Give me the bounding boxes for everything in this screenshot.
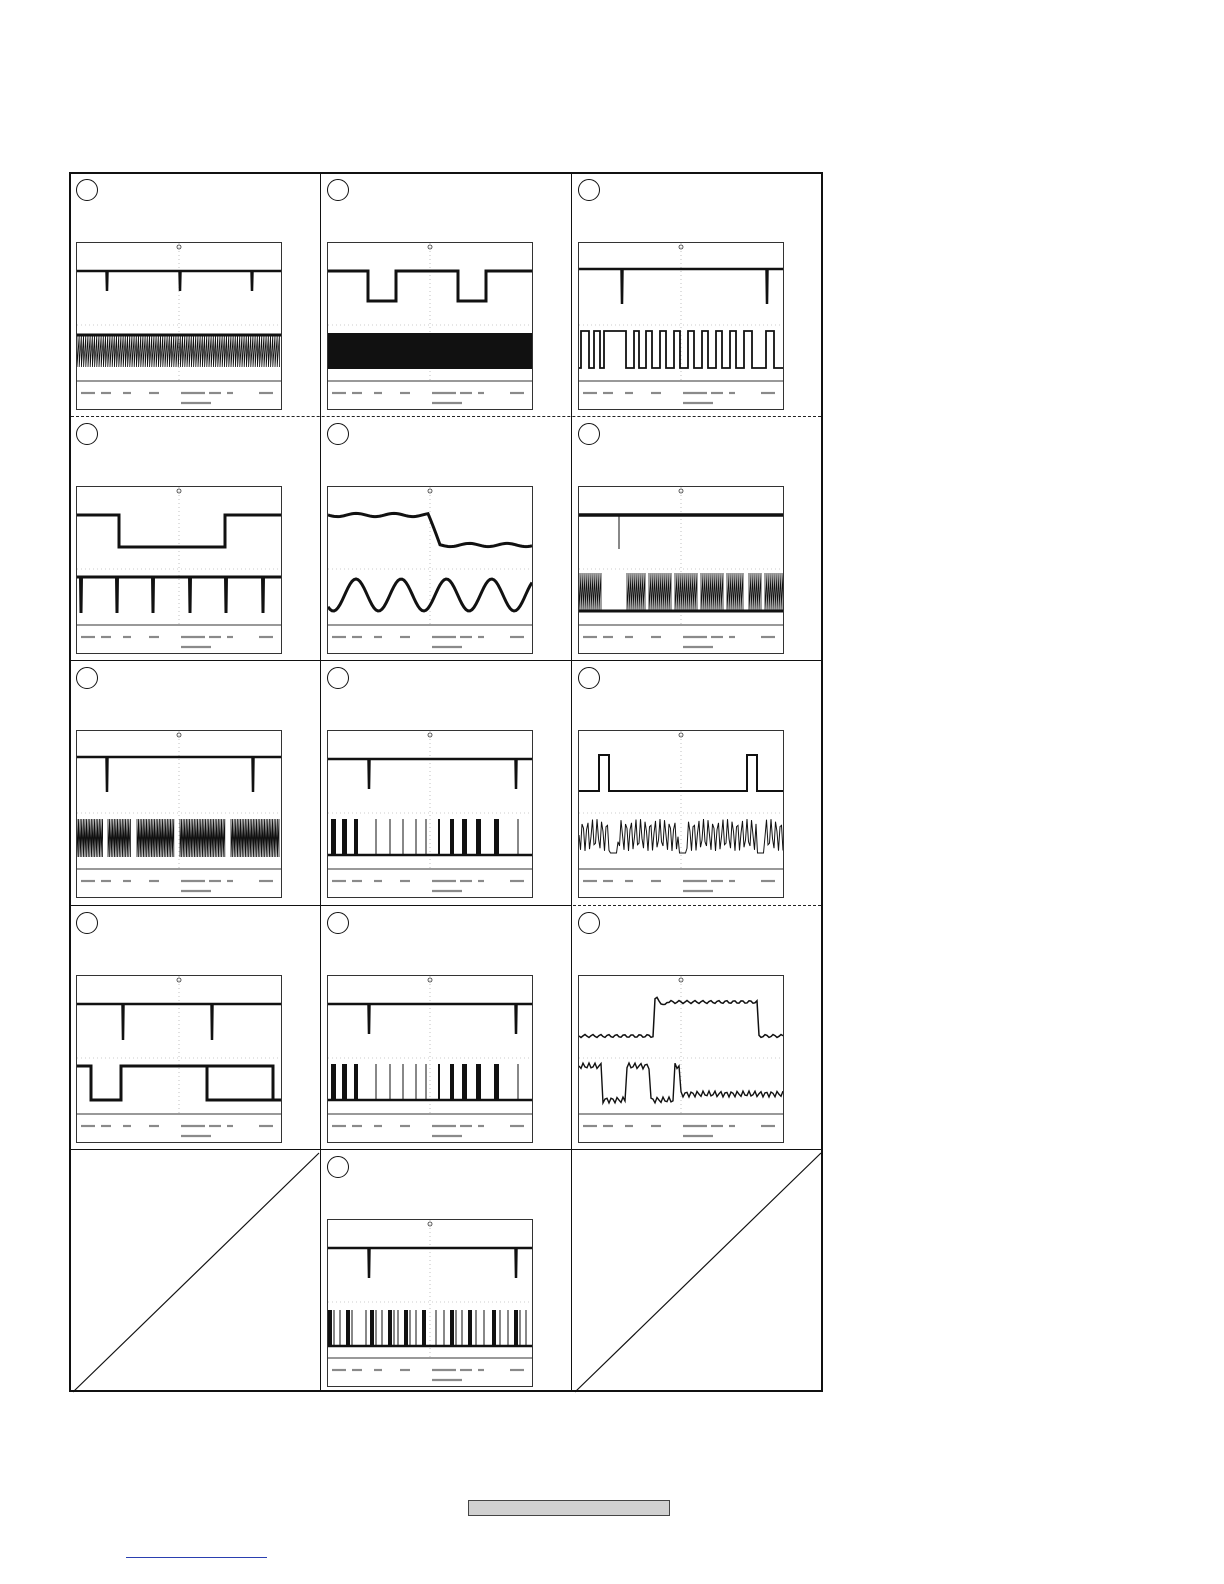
trace-bar	[514, 1310, 518, 1346]
oscilloscope-screen	[76, 730, 282, 898]
trace-lower	[180, 819, 225, 857]
waveform-panel	[573, 662, 823, 905]
panel-number-circle	[578, 179, 600, 201]
trace-bar	[492, 1310, 496, 1346]
panel-number-circle	[76, 423, 98, 445]
scope-plot	[328, 731, 532, 897]
trace-bar	[342, 819, 347, 855]
oscilloscope-screen	[327, 242, 533, 410]
oscilloscope-screen	[76, 242, 282, 410]
diagonal-strike	[71, 1151, 321, 1394]
empty-panel	[573, 1151, 823, 1394]
trace-bar	[468, 1310, 472, 1346]
trace-upper	[579, 997, 783, 1037]
trace-lower	[701, 573, 723, 611]
oscilloscope-screen	[327, 975, 533, 1143]
scope-plot	[328, 976, 532, 1142]
trace-lower-2	[207, 1066, 273, 1100]
trace-bar	[354, 1064, 358, 1100]
trace-upper	[328, 513, 532, 546]
trace-upper	[579, 269, 783, 304]
waveform-panel	[573, 174, 823, 417]
trace-bar	[462, 819, 467, 855]
trace-lower	[579, 573, 601, 611]
scope-readout	[81, 881, 273, 891]
trace-lower	[77, 819, 103, 857]
diagonal-strike	[573, 1151, 823, 1394]
trace-lower	[77, 1066, 281, 1100]
waveform-panel	[322, 418, 572, 661]
footer-page-box	[468, 1500, 670, 1516]
footer-link-underline[interactable]	[126, 1557, 267, 1558]
waveform-panel	[322, 662, 572, 905]
trace-bar	[438, 1064, 440, 1100]
oscilloscope-screen	[578, 486, 784, 654]
trace-lower	[579, 331, 783, 368]
trace-upper	[579, 755, 783, 791]
trace-lower-block	[328, 333, 532, 369]
trace-bar	[331, 819, 336, 855]
trace-upper	[77, 757, 281, 792]
oscilloscope-screen	[327, 1219, 533, 1387]
trace-bar	[450, 819, 454, 855]
scope-plot	[579, 976, 783, 1142]
oscilloscope-screen	[327, 730, 533, 898]
scope-plot	[328, 487, 532, 653]
scope-plot	[77, 976, 281, 1142]
oscilloscope-screen	[578, 975, 784, 1143]
trace-bar	[450, 1064, 454, 1100]
oscilloscope-screen	[76, 486, 282, 654]
trace-bar	[331, 1064, 336, 1100]
scope-plot	[328, 243, 532, 409]
trace-lower	[627, 573, 645, 611]
trace-bar	[450, 1310, 454, 1346]
scope-readout	[332, 1126, 524, 1136]
waveform-panel	[573, 907, 823, 1150]
row-divider	[71, 905, 571, 906]
trace-bar	[438, 819, 440, 855]
trace-bar	[476, 1064, 481, 1100]
trace-upper	[77, 271, 281, 291]
oscilloscope-screen	[327, 486, 533, 654]
waveform-table	[69, 172, 823, 1392]
trace-lower	[77, 335, 279, 367]
scope-plot	[579, 487, 783, 653]
trace-bar	[342, 1064, 347, 1100]
waveform-panel	[322, 1151, 572, 1394]
row-divider	[573, 905, 821, 906]
panel-number-circle	[327, 667, 349, 689]
scope-readout	[332, 393, 524, 403]
scope-plot	[328, 1220, 532, 1386]
panel-number-circle	[76, 179, 98, 201]
oscilloscope-screen	[578, 730, 784, 898]
trace-bar	[354, 819, 358, 855]
scope-readout	[332, 637, 524, 647]
trace-bar	[328, 1310, 332, 1346]
panel-number-circle	[76, 912, 98, 934]
empty-panel	[71, 1151, 321, 1394]
waveform-panel	[71, 174, 321, 417]
scope-readout	[81, 1126, 273, 1136]
trace-bar	[476, 819, 481, 855]
trace-bar	[494, 819, 499, 855]
waveform-panel	[573, 418, 823, 661]
trace-bar	[462, 1064, 467, 1100]
panel-number-circle	[327, 912, 349, 934]
scope-plot	[77, 487, 281, 653]
scope-readout	[332, 881, 524, 891]
trace-lower	[108, 819, 130, 857]
scope-readout	[583, 1126, 775, 1136]
scope-plot	[579, 243, 783, 409]
trace-bar	[370, 1310, 374, 1346]
waveform-panel	[71, 907, 321, 1150]
panel-number-circle	[327, 179, 349, 201]
oscilloscope-screen	[578, 242, 784, 410]
panel-number-circle	[578, 667, 600, 689]
trace-lower	[727, 573, 743, 611]
panel-number-circle	[76, 667, 98, 689]
trace-lower	[675, 573, 697, 611]
trace-lower	[765, 573, 783, 611]
panel-number-circle	[327, 423, 349, 445]
trace-bar	[388, 1310, 392, 1346]
trace-bar	[404, 1310, 408, 1346]
scope-readout	[332, 1370, 524, 1380]
scope-plot	[77, 731, 281, 897]
trace-lower	[137, 819, 174, 857]
waveform-panel	[71, 418, 321, 661]
panel-number-circle	[578, 423, 600, 445]
scope-readout	[583, 393, 775, 403]
trace-bar	[494, 1064, 499, 1100]
scope-readout	[583, 881, 775, 891]
trace-lower	[749, 573, 761, 611]
panel-number-circle	[327, 1156, 349, 1178]
trace-bar	[422, 1310, 426, 1346]
trace-bar	[346, 1310, 350, 1346]
panel-number-circle	[578, 912, 600, 934]
trace-lower	[231, 819, 279, 857]
scope-readout	[81, 393, 273, 403]
waveform-panel	[322, 907, 572, 1150]
trace-lower	[649, 573, 671, 611]
waveform-panel	[322, 174, 572, 417]
waveform-panel	[71, 662, 321, 905]
scope-readout	[81, 637, 273, 647]
scope-plot	[77, 243, 281, 409]
trace-upper	[77, 1004, 281, 1040]
oscilloscope-screen	[76, 975, 282, 1143]
scope-plot	[579, 731, 783, 897]
scope-readout	[583, 637, 775, 647]
